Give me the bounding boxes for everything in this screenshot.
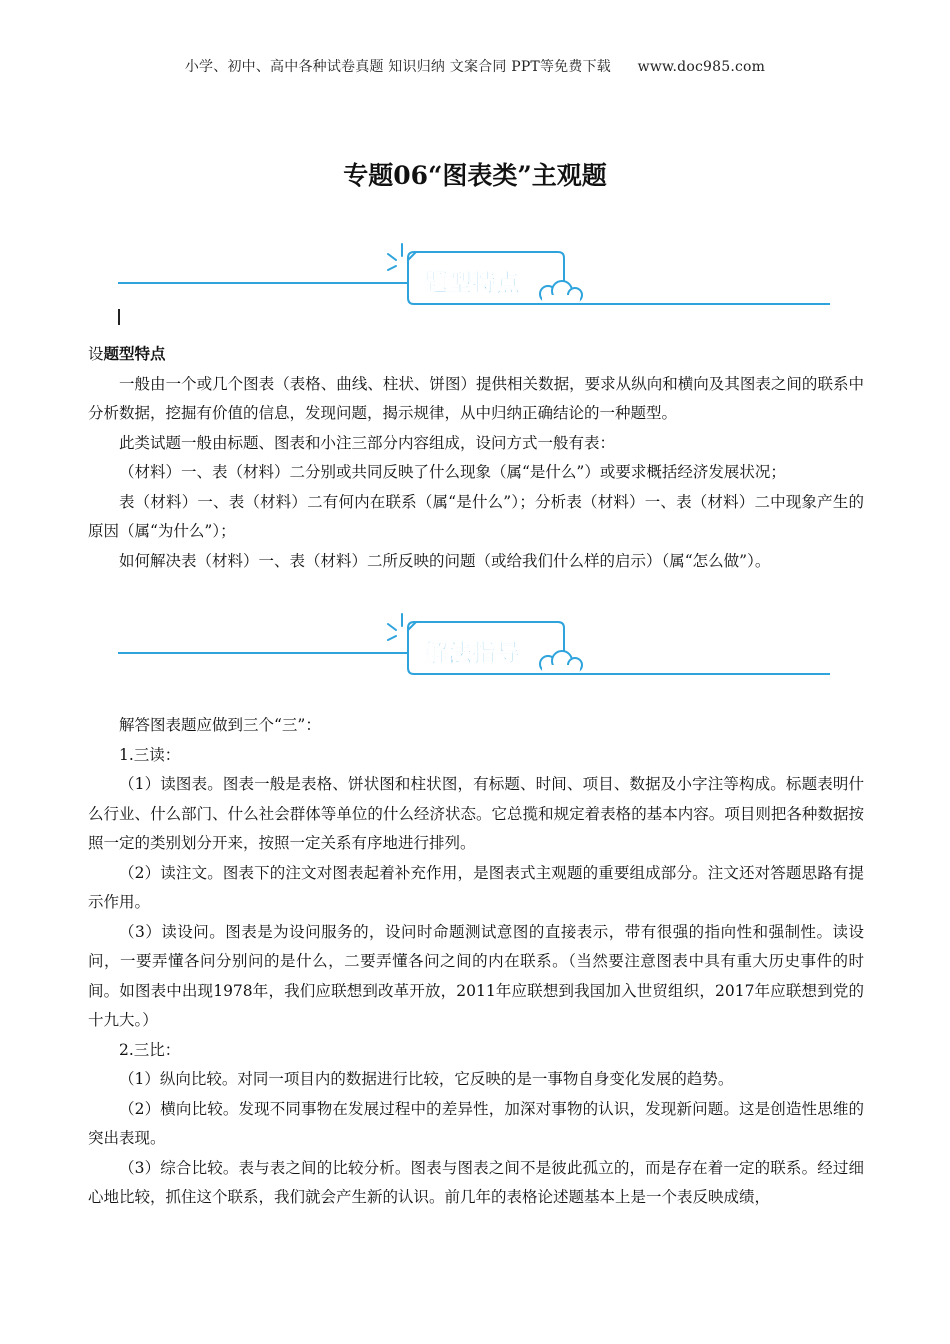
text-cursor	[118, 309, 120, 325]
paragraph: （3）综合比较。表与表之间的比较分析。图表与图表之间不是彼此孤立的，而是存在着一定的联系。经过细心地比较，抓住这个联系，我们就会产生新的认识。前几年的表格论述题基本上是一个表反映成绩，	[88, 1158, 864, 1206]
paragraph: 表（材料）一、表（材料）二有何内在联系（属“是什么”）；分析表（材料）一、表（材料）二中现象产生的原因（属“为什么”）；	[88, 492, 864, 540]
sparkle-icon	[388, 244, 416, 270]
paragraph: 此类试题一般由标题、图表和小注三部分内容组成，设问方式一般有表：	[119, 433, 616, 452]
cloud-icon	[540, 281, 582, 303]
paragraph: 一般由一个或几个图表（表格、曲线、柱状、饼图）提供相关数据，要求从纵向和横向及其图表之间的联系中分析数据，挖掘有价值的信息，发现问题，揭示规律，从中归纳正确结论的一种题型。	[88, 374, 864, 422]
banner-label: 题型特点	[424, 269, 520, 297]
heading-text: 题型特点	[103, 344, 166, 363]
section-method	[88, 711, 864, 1213]
banner-frame	[118, 608, 830, 684]
paragraph: 如何解决表（材料）一、表（材料）二所反映的问题（或给我们什么样的启示）（属“怎么做”）。	[119, 551, 771, 570]
paragraph: 解答图表题应做到三个“三”：	[119, 716, 321, 734]
section-banner-features	[118, 238, 830, 314]
banner-frame	[118, 238, 830, 314]
cloud-icon	[540, 651, 582, 673]
paragraph: （3）读设问。图表是为设问服务的，设问时命题测试意图的直接表示，带有很强的指向性和强制性。读设问，一要弄懂各问分别问的是什么，二要弄懂各问之间的内在联系。（当然要注意图表中具有重大历史事件的时间。如图表中出现1978年，我们应联想到改革开放，2011年应联想到我国加入世贸组织，2017年应联想到党的十九大。）	[88, 922, 864, 1029]
section-heading	[88, 339, 864, 370]
paragraph: 2.三比：	[119, 1040, 181, 1059]
header-text: 小学、初中、高中各种试卷真题 知识归纳 文案合同 PPT等免费下载	[184, 59, 611, 75]
heading-prefix: 设	[88, 345, 104, 363]
banner-label: 解法指导	[424, 639, 520, 667]
paragraph: 1.三读：	[119, 745, 181, 764]
section-banner-method	[118, 608, 830, 684]
page-header	[0, 56, 950, 76]
sparkle-icon	[388, 614, 416, 640]
paragraph: （材料）一、表（材料）二分别或共同反映了什么现象（属“是什么”）或要求概括经济发展状况；	[119, 463, 786, 481]
header-site: www.doc985.com	[637, 59, 766, 75]
section-features	[88, 339, 864, 576]
paragraph: （2）读注文。图表下的注文对图表起着补充作用，是图表式主观题的重要组成部分。注文还对答题思路有提示作用。	[88, 863, 864, 911]
page-title: 专题06“图表类”主观题	[343, 161, 607, 190]
paragraph: （1）纵向比较。对同一项目内的数据进行比较，它反映的是一事物自身变化发展的趋势。	[119, 1070, 734, 1088]
paragraph: （2）横向比较。发现不同事物在发展过程中的差异性，加深对事物的认识，发现新问题。这是创造性思维的突出表现。	[88, 1099, 864, 1147]
paragraph: （1）读图表。图表一般是表格、饼状图和柱状图，有标题、时间、项目、数据及小字注等构成。标题表明什么行业、什么部门、什么社会群体等单位的什么经济状态。它总揽和规定着表格的基本内容。项目则把各种数据按照一定的类别划分开来，按照一定关系有序地进行排列。	[88, 775, 864, 852]
